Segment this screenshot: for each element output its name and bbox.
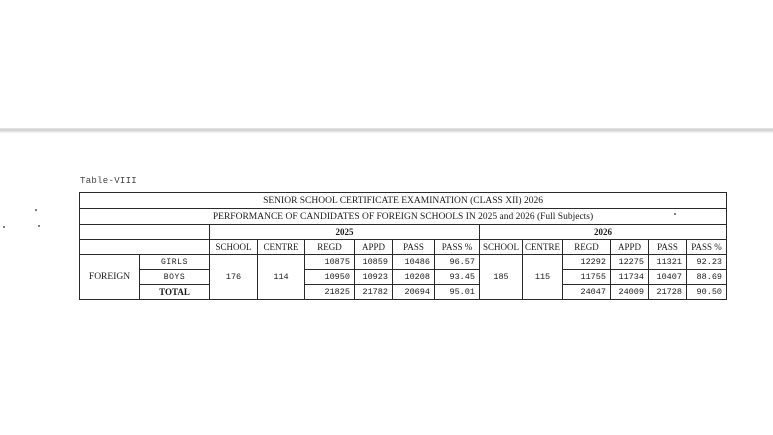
centre-count-2026: 115 <box>523 255 563 300</box>
regd-value: 10950 <box>305 270 355 285</box>
pass-value: 21728 <box>649 285 687 300</box>
regd-value: 12292 <box>563 255 611 270</box>
header-appd-2025: APPD <box>355 240 393 255</box>
pass-value: 11321 <box>649 255 687 270</box>
year-2026-header: 2026 <box>480 225 727 240</box>
school-count-2026: 185 <box>480 255 523 300</box>
header-pass-pct-2026: PASS % <box>687 240 727 255</box>
pass-value: 20694 <box>393 285 435 300</box>
table-row <box>80 270 727 285</box>
year-row <box>80 225 727 240</box>
appd-value: 10859 <box>355 255 393 270</box>
row-label-total: TOTAL <box>140 285 210 300</box>
table-row <box>80 255 727 270</box>
header-centre-2025: CENTRE <box>258 240 305 255</box>
pass-pct-value: 92.23 <box>687 255 727 270</box>
header-regd-2026: REGD <box>563 240 611 255</box>
column-header-row <box>80 240 727 255</box>
scan-speck <box>3 226 5 228</box>
blank-corner <box>80 225 210 240</box>
scan-speck <box>38 225 40 227</box>
group-label: FOREIGN <box>80 255 140 300</box>
header-school-2025: SCHOOL <box>210 240 258 255</box>
blank-header <box>80 240 210 255</box>
subtitle-row <box>80 209 727 225</box>
regd-value: 24047 <box>563 285 611 300</box>
scan-speck <box>35 209 37 211</box>
header-school-2026: SCHOOL <box>480 240 523 255</box>
pass-pct-value: 96.57 <box>435 255 480 270</box>
pass-value: 10208 <box>393 270 435 285</box>
table-caption: Table-VIII <box>80 176 138 186</box>
table-row <box>80 285 727 300</box>
page-fold-line <box>0 128 773 133</box>
regd-value: 10875 <box>305 255 355 270</box>
header-pass-pct-2025: PASS % <box>435 240 480 255</box>
pass-value: 10486 <box>393 255 435 270</box>
table-subtitle: PERFORMANCE OF CANDIDATES OF FOREIGN SCHOOLS IN 2025 and 2026 (Full Subjects) <box>80 209 727 225</box>
header-pass-2025: PASS <box>393 240 435 255</box>
header-regd-2025: REGD <box>305 240 355 255</box>
results-table <box>79 192 727 300</box>
appd-value: 24009 <box>611 285 649 300</box>
regd-value: 11755 <box>563 270 611 285</box>
table-title: SENIOR SCHOOL CERTIFICATE EXAMINATION (CLASS XII) 2026 <box>80 193 727 209</box>
appd-value: 12275 <box>611 255 649 270</box>
pass-pct-value: 93.45 <box>435 270 480 285</box>
appd-value: 10923 <box>355 270 393 285</box>
title-row <box>80 193 727 209</box>
appd-value: 21782 <box>355 285 393 300</box>
centre-count-2025: 114 <box>258 255 305 300</box>
appd-value: 11734 <box>611 270 649 285</box>
pass-value: 10407 <box>649 270 687 285</box>
row-label-boys: BOYS <box>140 270 210 285</box>
pass-pct-value: 90.50 <box>687 285 727 300</box>
school-count-2025: 176 <box>210 255 258 300</box>
header-appd-2026: APPD <box>611 240 649 255</box>
regd-value: 21825 <box>305 285 355 300</box>
year-2025-header: 2025 <box>210 225 480 240</box>
header-centre-2026: CENTRE <box>523 240 563 255</box>
row-label-girls: GIRLS <box>140 255 210 270</box>
header-pass-2026: PASS <box>649 240 687 255</box>
pass-pct-value: 95.01 <box>435 285 480 300</box>
pass-pct-value: 88.69 <box>687 270 727 285</box>
